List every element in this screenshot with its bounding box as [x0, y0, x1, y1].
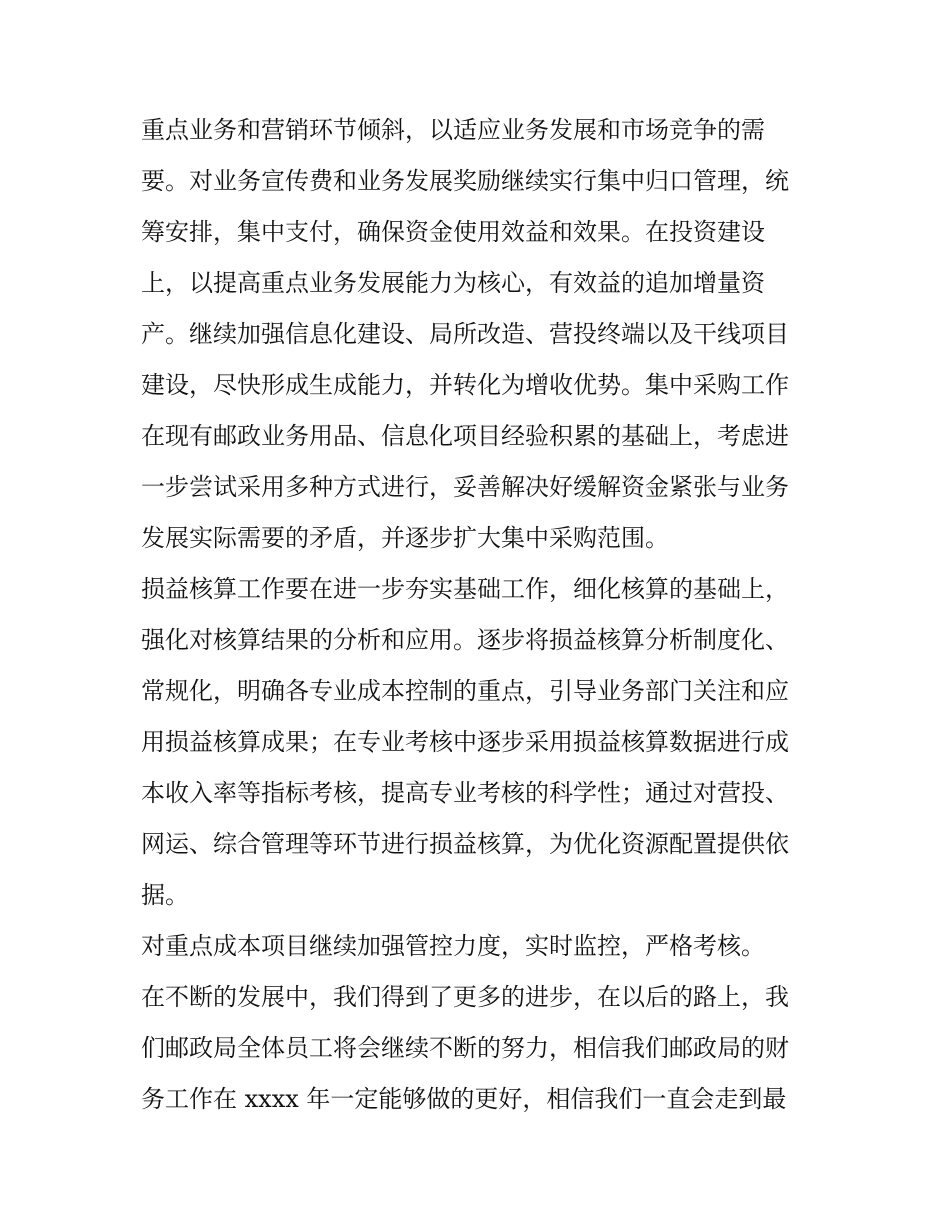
text-line: 筹安排，集中支付，确保资金使用效益和效果。在投资建设 [141, 218, 765, 246]
text-line: 要。对业务宣传费和业务发展奖励继续实行集中归口管理，统 [141, 167, 789, 195]
text-line: 用损益核算成果；在专业考核中逐步采用损益核算数据进行成 [141, 728, 789, 756]
text-line: 在不断的发展中，我们得到了更多的进步，在以后的路上，我 [141, 983, 789, 1011]
text-line: 强化对核算结果的分析和应用。逐步将损益核算分析制度化、 [141, 626, 789, 654]
text-line: 网运、综合管理等环节进行损益核算，为优化资源配置提供依 [141, 830, 789, 858]
text-line: 对重点成本项目继续加强管控力度，实时监控，严格考核。 [141, 932, 765, 960]
text-line: 损益核算工作要在进一步夯实基础工作，细化核算的基础上， [141, 575, 789, 603]
document-body [141, 105, 821, 1125]
text-line: 重点业务和营销环节倾斜，以适应业务发展和市场竞争的需 [141, 116, 765, 144]
text-line: 务工作在 xxxx 年一定能够做的更好，相信我们一直会走到最 [141, 1085, 787, 1113]
text-line: 发展实际需要的矛盾，并逐步扩大集中采购范围。 [141, 524, 669, 552]
text-line: 建设，尽快形成生成能力，并转化为增收优势。集中采购工作 [141, 371, 789, 399]
text-line: 上，以提高重点业务发展能力为核心，有效益的追加增量资 [141, 269, 765, 297]
text-line: 据。 [141, 881, 189, 909]
text-line: 在现有邮政业务用品、信息化项目经验积累的基础上，考虑进 [141, 422, 789, 450]
text-line: 一步尝试采用多种方式进行，妥善解决好缓解资金紧张与业务 [141, 473, 789, 501]
text-line: 产。继续加强信息化建设、局所改造、营投终端以及干线项目 [141, 320, 789, 348]
text-line: 本收入率等指标考核，提高专业考核的科学性；通过对营投、 [141, 779, 789, 807]
text-line: 们邮政局全体员工将会继续不断的努力，相信我们邮政局的财 [141, 1034, 789, 1062]
text-line: 常规化，明确各专业成本控制的重点，引导业务部门关注和应 [141, 677, 789, 705]
